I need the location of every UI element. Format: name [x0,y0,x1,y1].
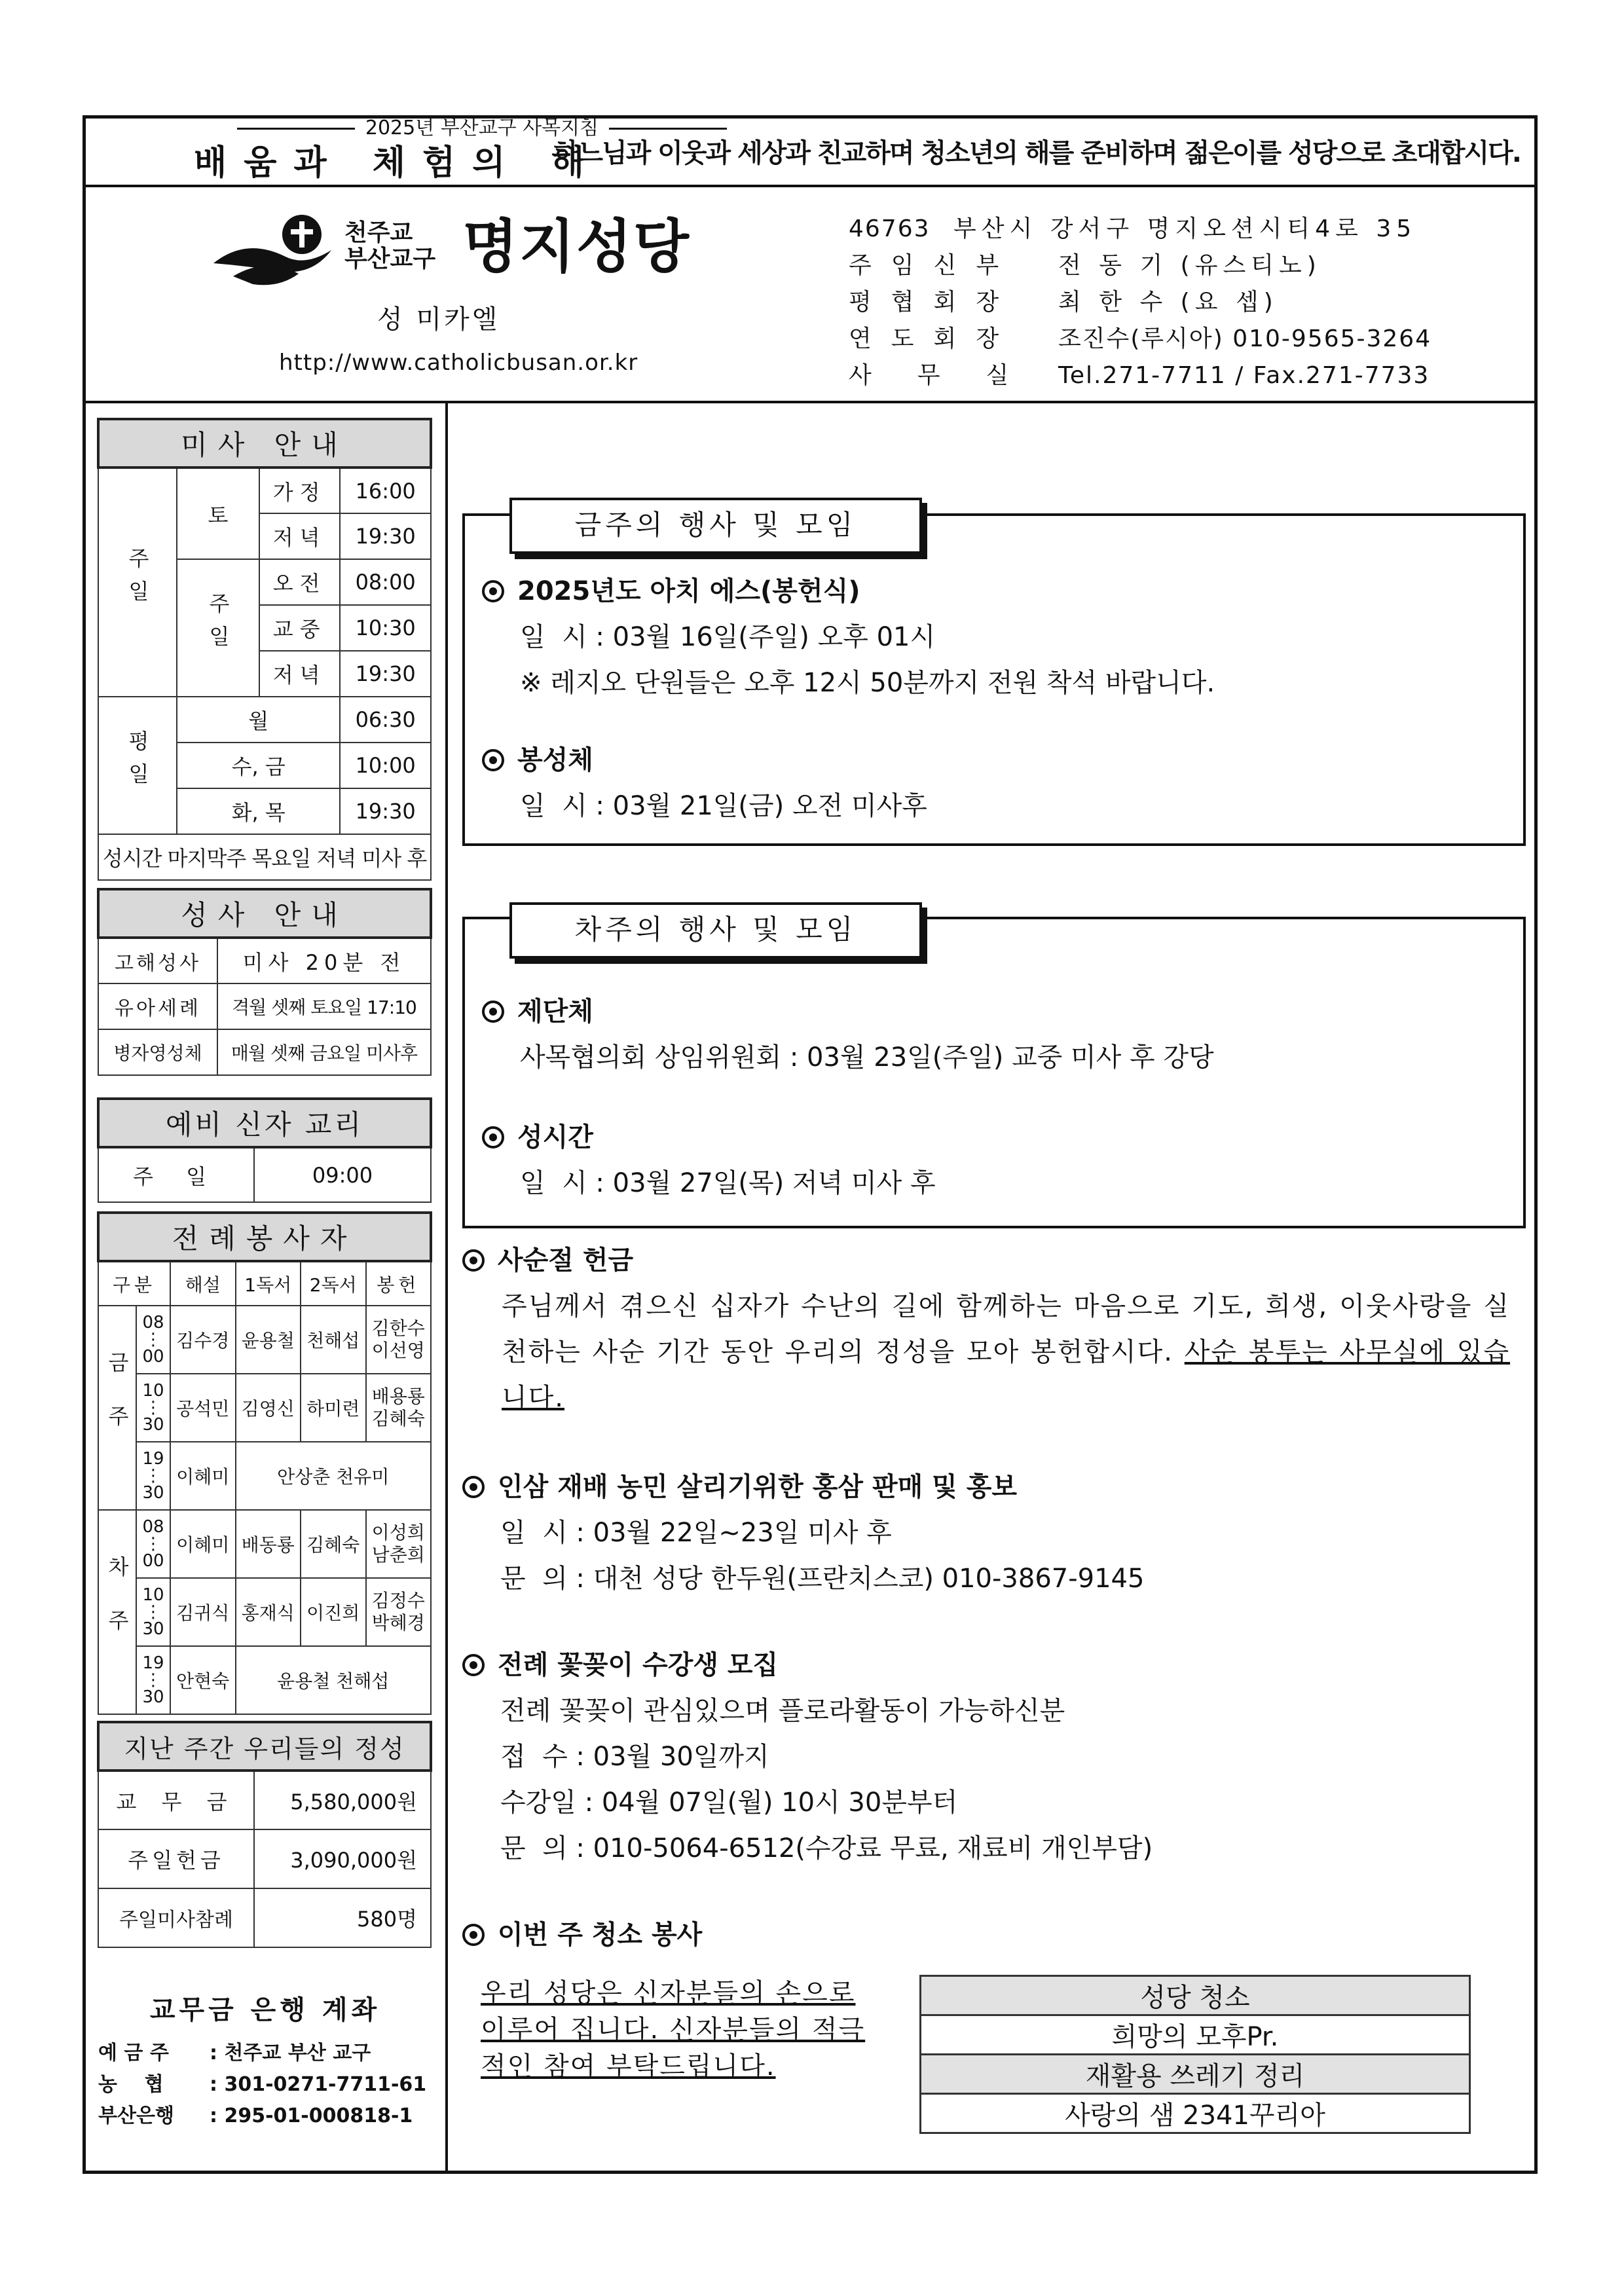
catholic-cross-icon [207,211,338,289]
lent-offering-body: 주님께서 겪으신 십자가 수난의 길에 함께하는 마음으로 기도, 희생, 이웃사랑을 실천하는 사순 기간 동안 우리의 정성을 모아 봉헌합시다. 사순 봉투는 사무실에 있습니다. [502,1291,1510,1413]
parish-info: 46763 부산시 강서구 명지오션시티4로 35 주임신부 전 동 기 (유스티노) 평협회장 최 한 수 (요 셉) 연도회장 조진수(루시아) 010-9565-3264 사무실 Tel.271-7711 / Fax.271-7733 [849,215,1432,389]
cleaning-table: 성당 청소 희망의 모후Pr. 재활용 쓰레기 정리 사랑의 샘 2341꾸리아 [919,1975,1471,2134]
bullet-icon [482,580,504,602]
offering-table: 지난 주간 우리들의 정성 교 무 금 5,580,000원 주일헌금 3,090,000원 주일미사참례 580명 [97,1721,432,1948]
cleaning-notice-title: 이번 주 청소 봉사 [462,1912,702,1958]
sacrament-table: 성사 안내 고해성사 미사 20분 전 유아세례 격월 셋째 토요일 17:10 병자영성체 매월 셋째 금요일 미사후 [97,888,432,1076]
ginseng-notice: 인삼 재배 농민 살리기위한 홍삼 판매 및 홍보 일 시 : 03월 22일~23일 미사 후 문 의 : 대천 성당 한두원(프란치스코) 010-3867-9145 [462,1464,1144,1602]
patron-saint: 성 미카엘 [377,304,500,335]
policy-line: 2025년 부산교구 사목지침 [168,115,796,141]
dedication-event: 2025년도 아치 에스(봉헌식) 일 시 : 03월 16일(주일) 오후 01시 ※ 레지오 단원들은 오후 12시 50분까지 전원 착석 바랍니다. [482,568,1215,706]
sunday-sub-label: 주일 [206,593,231,658]
sick-communion-event: 봉성체 일 시 : 03월 21일(금) 오전 미사후 [482,737,927,829]
offering-title: 지난 주간 우리들의 정성 [98,1722,431,1771]
bullet-icon [462,1924,485,1946]
mass-schedule-table: 미사 안내 주일 토 가정 16:00 저녁 19:30 주일 오전 08:00 교중 10:30 저녁 19:30 평일 월 06:30 수, 금 10:00 화, 목 19:30 성시간 마지막주 목요일 저녁 미사 후 [97,418,432,881]
lent-offering-title: 사순절 헌금 [462,1238,633,1283]
bullet-icon [482,1001,504,1023]
flower-class-notice: 전례 꽃꽂이 수강생 모집 전례 꽃꽂이 관심있으며 플로라활동이 가능하신분 접 수 : 03월 30일까지 수강일 : 04월 07일(월) 10시 30분부터 문 의 : 010-5064-6512(수강료 무료, 재료비 개인부담) [462,1642,1153,1871]
parish-header [83,187,1538,403]
catechism-title: 예비 신자 교리 [98,1099,431,1147]
saturday-label: 토 [177,468,259,559]
bullet-icon [462,1476,485,1498]
committee-event: 제단체 사목협의회 상임위원회 : 03월 23일(주일) 교중 미사 후 강당 [482,989,1214,1080]
sacrament-title: 성사 안내 [98,889,431,938]
cleaning-note: 우리 성당은 신자분들의 손으로 이루어 집니다. 신자분들의 적극적인 참여 부탁드립니다. [481,1978,866,2082]
weekday-label: 평일 [125,730,150,796]
this-week-tab: 금주의 행사 및 모임 [509,498,922,554]
bullet-icon [462,1249,485,1272]
parish-name: 명지성당 [462,213,691,280]
liturgy-title: 전례봉사자 [98,1213,431,1261]
bullet-icon [462,1654,485,1676]
parish-logo [207,211,796,289]
bullet-icon [482,749,504,771]
bullet-icon [482,1126,504,1148]
liturgy-servers-table: 전례봉사자 구분 해설 1독서 2독서 봉헌 금주 08 ⋮ 00 김수경 윤용철 천해섭 김한수 이선영 10 ⋮ 30 공석민 김영신 하미련 배용룡 김혜숙 19 ⋮ 30 이혜미 안상춘 천유미 차주 08 ⋮ 00 이혜미 배동룡 김혜숙 이성희 남춘희 10 ⋮ 30 김귀식 홍재식 이진희 김정수 박혜경 19 ⋮ 30 안현숙 윤용철 천해섭 [97,1211,432,1715]
column-divider [445,403,448,2174]
catechism-table: 예비 신자 교리 주 일 09:00 [97,1097,432,1203]
next-week-tab: 차주의 행사 및 모임 [509,902,922,959]
holy-hour-event: 성시간 일 시 : 03월 27일(목) 저녁 미사 후 [482,1114,936,1206]
mass-title: 미사 안내 [98,419,431,468]
sunday-label: 주일 [125,547,150,613]
welcome-text: 하느님과 이웃과 세상과 친교하며 청소년의 해를 준비하며 젊은이를 성당으로 초대합시다. [553,138,1521,168]
mass-note: 성시간 마지막주 목요일 저녁 미사 후 [98,834,431,880]
bank-account: 교무금 은행 계좌 예 금 주 : 천주교 부산 교구 농 협 : 301-0271-7711-61 부산은행 : 295-01-000818-1 [98,1995,427,2127]
motto: 배움과 체험의 해 [194,143,601,183]
diocese-label: 천주교 부산교구 [344,219,436,272]
header-banner [83,115,1538,187]
next-week-label: 차주 [105,1556,130,1663]
this-week-label: 금주 [105,1351,130,1459]
website-link[interactable]: http://www.catholicbusan.or.kr [279,350,638,376]
